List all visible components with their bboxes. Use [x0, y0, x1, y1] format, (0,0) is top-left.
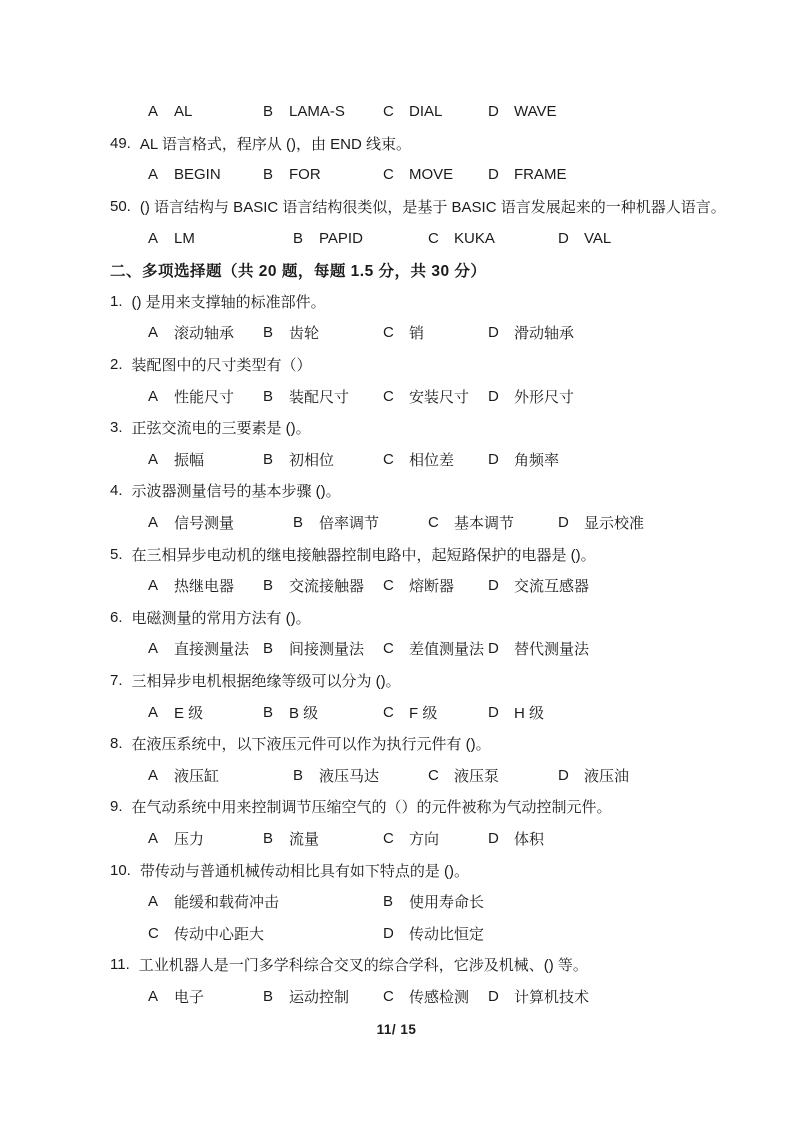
option-item — [293, 512, 428, 533]
option-text: 使用寿命长 — [409, 894, 485, 912]
option-text: WAVE — [514, 103, 557, 121]
options-row — [110, 317, 738, 349]
option-text: 装配尺寸 — [289, 388, 350, 406]
option-text: 直接测量法 — [174, 641, 250, 659]
question-line — [110, 791, 738, 823]
option-text: 熔断器 — [409, 578, 455, 596]
option-text: H 级 — [514, 704, 545, 722]
option-letter: D — [488, 829, 499, 847]
question-text: 三相异步电机根据绝缘等级可以分为 ()。 — [131, 672, 401, 690]
options-row — [110, 159, 738, 191]
options-row — [110, 917, 738, 949]
question-text: () 语言结构与 BASIC 语言结构很类似，是基于 BASIC 语言发展起来的一种机器人语言。 — [139, 199, 726, 217]
option-item — [383, 923, 738, 944]
option-letter: A — [148, 514, 159, 532]
options-row — [110, 823, 738, 855]
question-number: 11. — [110, 956, 130, 974]
question-text: 工业机器人是一门多学科综合交叉的综合学科，它涉及机械、() 等。 — [138, 957, 588, 975]
option-item — [383, 828, 488, 849]
question-line — [110, 665, 738, 697]
option-text: 电子 — [174, 988, 205, 1006]
option-letter: C — [383, 166, 394, 184]
option-text: 液压油 — [584, 767, 630, 785]
section-heading: 二、多项选择题（共 20 题，每题 1.5 分，共 30 分） — [110, 262, 487, 280]
option-item — [263, 575, 383, 596]
question-number: 2. — [110, 356, 123, 374]
question-number: 3. — [110, 419, 123, 437]
question-line — [110, 128, 738, 160]
option-text: LAMA-S — [289, 103, 345, 121]
option-text: PAPID — [319, 229, 363, 247]
option-text: 齿轮 — [289, 325, 320, 343]
option-item — [148, 166, 263, 183]
option-item — [263, 986, 383, 1007]
question-text: AL 语言格式，程序从 ()，由 END 线束。 — [139, 135, 411, 153]
option-letter: C — [383, 703, 394, 721]
question-text: 示波器测量信号的基本步骤 ()。 — [131, 483, 341, 501]
option-text: B 级 — [289, 704, 319, 722]
option-item — [263, 103, 383, 120]
question-line — [110, 538, 738, 570]
option-item — [263, 828, 383, 849]
option-item — [383, 386, 488, 407]
option-text: KUKA — [454, 229, 495, 247]
options-row — [110, 886, 738, 918]
question-line — [110, 191, 738, 223]
option-text: LM — [174, 229, 195, 247]
option-letter: B — [263, 577, 274, 595]
question-number: 7. — [110, 671, 123, 689]
option-item — [488, 103, 738, 120]
option-item — [488, 828, 738, 849]
option-text: 运动控制 — [289, 988, 350, 1006]
option-letter: B — [263, 450, 274, 468]
question-text: 带传动与普通机械传动相比具有如下特点的是 ()。 — [139, 862, 470, 880]
option-text: 信号测量 — [174, 515, 235, 533]
question-text: 在三相异步电动机的继电接触器控制电路中，起短路保护的电器是 ()。 — [131, 546, 596, 564]
option-item — [383, 575, 488, 596]
option-letter: A — [148, 577, 159, 595]
options-row — [110, 696, 738, 728]
options-row — [110, 633, 738, 665]
option-text: 流量 — [289, 830, 320, 848]
options-row — [110, 507, 738, 539]
option-item — [488, 702, 738, 723]
option-text: 倍率调节 — [319, 515, 380, 533]
option-item — [383, 702, 488, 723]
question-number: 49. — [110, 134, 131, 152]
options-row — [110, 444, 738, 476]
option-letter: B — [263, 387, 274, 405]
option-item — [488, 575, 738, 596]
option-letter: D — [488, 103, 499, 121]
option-letter: A — [148, 893, 159, 911]
option-item — [148, 765, 293, 786]
option-letter: B — [293, 514, 304, 532]
option-letter: A — [148, 166, 159, 184]
option-item — [383, 986, 488, 1007]
option-item — [148, 638, 263, 659]
option-letter: D — [488, 703, 499, 721]
option-letter: B — [263, 103, 274, 121]
option-item — [148, 702, 263, 723]
question-line — [110, 475, 738, 507]
question-text: 正弦交流电的三要素是 ()。 — [131, 420, 311, 438]
question-line — [110, 286, 738, 318]
option-item — [558, 765, 738, 786]
option-letter: A — [148, 703, 159, 721]
option-letter: B — [263, 829, 274, 847]
option-text: 液压缸 — [174, 767, 220, 785]
option-item — [428, 512, 558, 533]
exam-content — [110, 96, 738, 1012]
option-item — [148, 891, 383, 912]
option-letter: C — [383, 103, 394, 121]
question-text: 电磁测量的常用方法有 ()。 — [131, 609, 311, 627]
question-line — [110, 349, 738, 381]
option-text: 传动中心距大 — [174, 925, 265, 943]
option-letter: C — [383, 829, 394, 847]
option-letter: B — [263, 640, 274, 658]
option-letter: C — [383, 450, 394, 468]
question-number: 6. — [110, 608, 123, 626]
option-text: 能缓和载荷冲击 — [174, 894, 280, 912]
options-row — [110, 759, 738, 791]
option-item — [148, 103, 263, 120]
option-text: 体积 — [514, 830, 545, 848]
option-text: 销 — [409, 325, 425, 343]
option-letter: D — [488, 450, 499, 468]
option-letter: B — [263, 987, 274, 1005]
option-item — [488, 449, 738, 470]
option-letter: D — [558, 766, 569, 784]
option-text: 滚动轴承 — [174, 325, 235, 343]
option-item — [383, 891, 738, 912]
option-item — [488, 386, 738, 407]
option-item — [148, 828, 263, 849]
option-text: 显示校准 — [584, 515, 645, 533]
options-row — [110, 380, 738, 412]
option-letter: B — [293, 766, 304, 784]
option-item — [558, 230, 738, 247]
option-letter: C — [148, 924, 159, 942]
options-row — [110, 981, 738, 1013]
question-number: 10. — [110, 861, 131, 879]
option-text: 传感检测 — [409, 988, 470, 1006]
option-text: MOVE — [409, 166, 454, 184]
option-item — [428, 230, 558, 247]
option-item — [488, 166, 738, 183]
option-letter: D — [488, 166, 499, 184]
option-text: 交流互感器 — [514, 578, 590, 596]
option-text: 交流接触器 — [289, 578, 365, 596]
option-letter: C — [383, 577, 394, 595]
option-item — [148, 512, 293, 533]
option-text: 安装尺寸 — [409, 388, 470, 406]
option-text: FRAME — [514, 166, 567, 184]
option-letter: D — [488, 987, 499, 1005]
option-letter: C — [383, 324, 394, 342]
option-text: 外形尺寸 — [514, 388, 575, 406]
options-row — [110, 96, 738, 128]
option-letter: C — [428, 514, 439, 532]
options-row — [110, 222, 738, 254]
option-item — [148, 230, 293, 247]
question-number: 50. — [110, 198, 131, 216]
option-letter: C — [383, 640, 394, 658]
option-text: 角频率 — [514, 451, 560, 469]
option-letter: C — [383, 987, 394, 1005]
option-text: 相位差 — [409, 451, 455, 469]
option-letter: C — [383, 387, 394, 405]
option-letter: A — [148, 987, 159, 1005]
option-letter: D — [488, 324, 499, 342]
option-text: 热继电器 — [174, 578, 235, 596]
option-text: 液压泵 — [454, 767, 500, 785]
option-letter: B — [383, 893, 394, 911]
option-text: 液压马达 — [319, 767, 380, 785]
question-number: 9. — [110, 798, 123, 816]
question-line — [110, 949, 738, 981]
option-item — [383, 638, 488, 659]
question-line — [110, 602, 738, 634]
option-text: 计算机技术 — [514, 988, 590, 1006]
question-line — [110, 412, 738, 444]
option-item — [263, 166, 383, 183]
option-text: F 级 — [409, 704, 438, 722]
option-item — [263, 702, 383, 723]
option-item — [148, 923, 383, 944]
option-item — [558, 512, 738, 533]
option-text: 传动比恒定 — [409, 925, 485, 943]
options-row — [110, 570, 738, 602]
question-text: () 是用来支撑轴的标准部件。 — [131, 293, 326, 311]
option-text: 滑动轴承 — [514, 325, 575, 343]
option-item — [148, 386, 263, 407]
option-text: 方向 — [409, 830, 440, 848]
option-letter: D — [488, 387, 499, 405]
option-item — [293, 765, 428, 786]
question-number: 5. — [110, 545, 123, 563]
option-text: VAL — [584, 229, 612, 247]
option-letter: A — [148, 766, 159, 784]
option-letter: A — [148, 324, 159, 342]
option-letter: D — [488, 577, 499, 595]
option-item — [488, 638, 738, 659]
option-item — [428, 765, 558, 786]
option-item — [383, 103, 488, 120]
question-number: 4. — [110, 482, 123, 500]
option-text: AL — [174, 103, 193, 121]
option-letter: D — [383, 924, 394, 942]
option-letter: A — [148, 450, 159, 468]
option-text: 压力 — [174, 830, 205, 848]
option-text: BEGIN — [174, 166, 221, 184]
option-text: 差值测量法 — [409, 641, 485, 659]
option-letter: B — [263, 324, 274, 342]
question-number: 1. — [110, 292, 123, 310]
question-line — [110, 728, 738, 760]
page-number: 11/ 15 — [376, 1022, 417, 1037]
option-text: 间接测量法 — [289, 641, 365, 659]
option-letter: B — [263, 166, 274, 184]
option-letter: B — [293, 229, 304, 247]
option-item — [148, 449, 263, 470]
option-text: 初相位 — [289, 451, 335, 469]
option-letter: B — [263, 703, 274, 721]
option-item — [383, 322, 488, 343]
option-text: 替代测量法 — [514, 641, 590, 659]
question-text: 在液压系统中，以下液压元件可以作为执行元件有 ()。 — [131, 736, 491, 754]
question-line — [110, 854, 738, 886]
option-letter: D — [558, 229, 569, 247]
option-letter: A — [148, 640, 159, 658]
option-letter: A — [148, 229, 159, 247]
option-item — [148, 575, 263, 596]
option-item — [488, 322, 738, 343]
option-letter: C — [428, 229, 439, 247]
option-item — [293, 230, 428, 247]
option-item — [263, 322, 383, 343]
option-text: E 级 — [174, 704, 204, 722]
question-number: 8. — [110, 735, 123, 753]
option-item — [148, 322, 263, 343]
option-item — [263, 449, 383, 470]
option-text: 性能尺寸 — [174, 388, 235, 406]
option-letter: A — [148, 387, 159, 405]
option-item — [263, 638, 383, 659]
option-text: FOR — [289, 166, 321, 184]
option-item — [263, 386, 383, 407]
option-item — [383, 166, 488, 183]
option-text: 基本调节 — [454, 515, 515, 533]
option-item — [148, 986, 263, 1007]
option-text: DIAL — [409, 103, 443, 121]
option-text: 振幅 — [174, 451, 205, 469]
option-item — [488, 986, 738, 1007]
option-letter: A — [148, 103, 159, 121]
option-letter: A — [148, 829, 159, 847]
question-text: 装配图中的尺寸类型有（） — [131, 357, 312, 375]
option-letter: D — [488, 640, 499, 658]
option-item — [383, 449, 488, 470]
option-letter: C — [428, 766, 439, 784]
option-letter: D — [558, 514, 569, 532]
question-text: 在气动系统中用来控制调节压缩空气的（）的元件被称为气动控制元件。 — [131, 799, 612, 817]
